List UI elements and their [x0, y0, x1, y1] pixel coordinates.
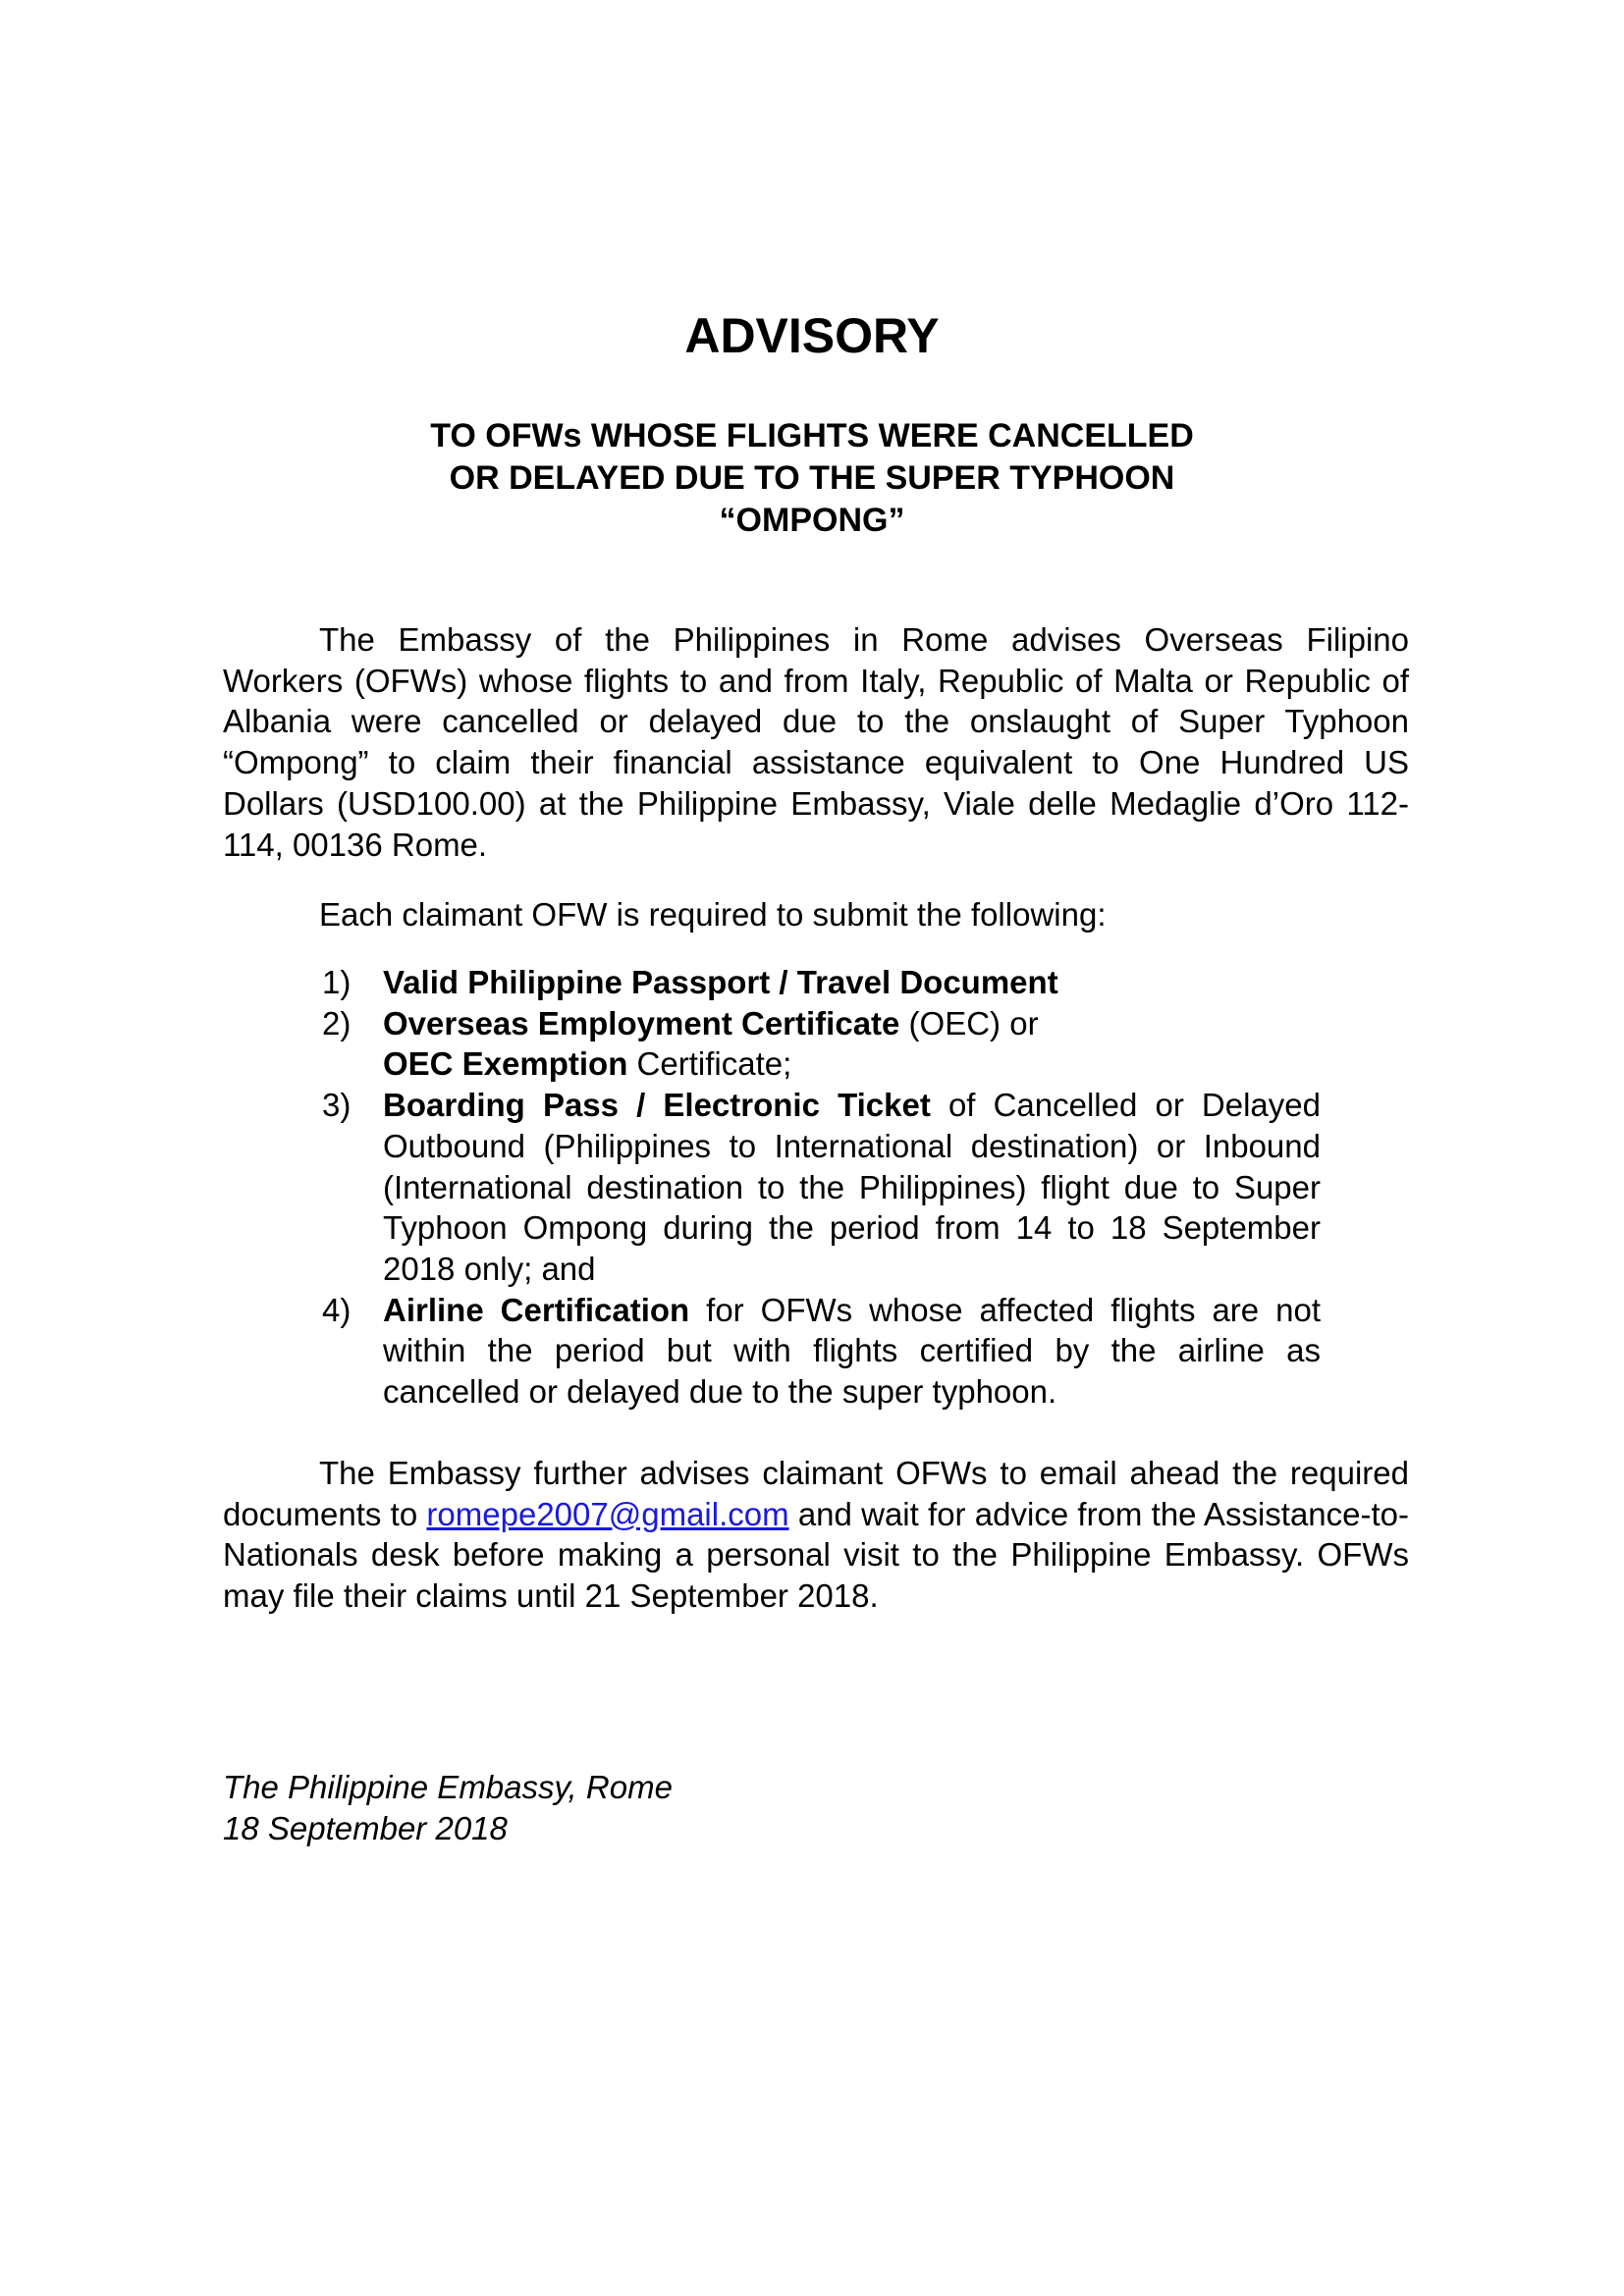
- intro-paragraph: The Embassy of the Philippines in Rome advises Overseas Filipino Workers (OFWs) whose flights to and from Italy, Republic of Malta or Republic of Albania were cancelled or delayed due to the onslaught of Super Typhoon “Ompong” to claim their financial assistance equivalent to One Hundred US Dollars (USD100.00) at the Philippine Embassy, Viale delle Medaglie d’Oro 112-114, 00136 Rome.: [223, 621, 1409, 863]
- email-paragraph-after: and wait for advice from the Assistance-to-Nationals desk before making a personal visit to the Philippine Embassy. OFWs may file their claims until 21 September 2018.: [223, 1495, 1410, 1615]
- requirement-text-alt: Certificate;: [627, 1045, 792, 1083]
- requirement-title: Airline Certification: [383, 1291, 690, 1328]
- list-item-2: [319, 1003, 1321, 1085]
- requirements-intro: Each claimant OFW is required to submit the following:: [319, 896, 1107, 933]
- email-paragraph: [223, 1453, 1409, 1617]
- email-paragraph-before: The Embassy further advises claimant OFWs to email ahead the required documents to: [223, 1455, 1409, 1532]
- requirement-text: of Cancelled or Delayed Outbound (Philippines to International destination) or Inbound (International destination to the Philippines) flight due to Super Typhoon Ompong during the period from 14 to 18 September 2018 only; and: [383, 1087, 1321, 1287]
- subtitle-line-2: OR DELAYED DUE TO THE SUPER TYPHOON: [449, 459, 1175, 497]
- signature-date: 18 September 2018: [223, 1809, 508, 1846]
- list-number: 4): [322, 1291, 352, 1328]
- requirement-text: for OFWs whose affected flights are not within the period but with flights certified by the airline as cancelled or delayed due to the super typhoon.: [383, 1291, 1321, 1411]
- requirement-title: Overseas Employment Certificate: [383, 1004, 900, 1041]
- requirement-title: Boarding Pass / Electronic Ticket: [383, 1087, 931, 1124]
- page-title: ADVISORY: [684, 308, 940, 363]
- subtitle-line-3: “OMPONG”: [719, 502, 905, 539]
- requirements-list: [319, 962, 1321, 1413]
- list-item-1: [319, 962, 1321, 1003]
- list-item-3: [319, 1085, 1321, 1290]
- requirement-title: Valid Philippine Passport / Travel Document: [383, 964, 1058, 1000]
- email-link[interactable]: romepe2007@gmail.com: [426, 1495, 789, 1532]
- requirement-text: (OEC) or: [899, 1004, 1039, 1041]
- requirement-title-alt: OEC Exemption: [383, 1045, 628, 1083]
- signature-issuer: The Philippine Embassy, Rome: [223, 1769, 673, 1805]
- list-item-4: [319, 1290, 1321, 1413]
- subtitle-line-1: TO OFWs WHOSE FLIGHTS WERE CANCELLED: [430, 417, 1194, 454]
- list-number: 3): [322, 1087, 352, 1124]
- signature-block: [223, 1767, 673, 1848]
- list-number: 2): [322, 1004, 352, 1041]
- list-number: 1): [322, 964, 352, 1000]
- page-subtitle: [0, 415, 1624, 542]
